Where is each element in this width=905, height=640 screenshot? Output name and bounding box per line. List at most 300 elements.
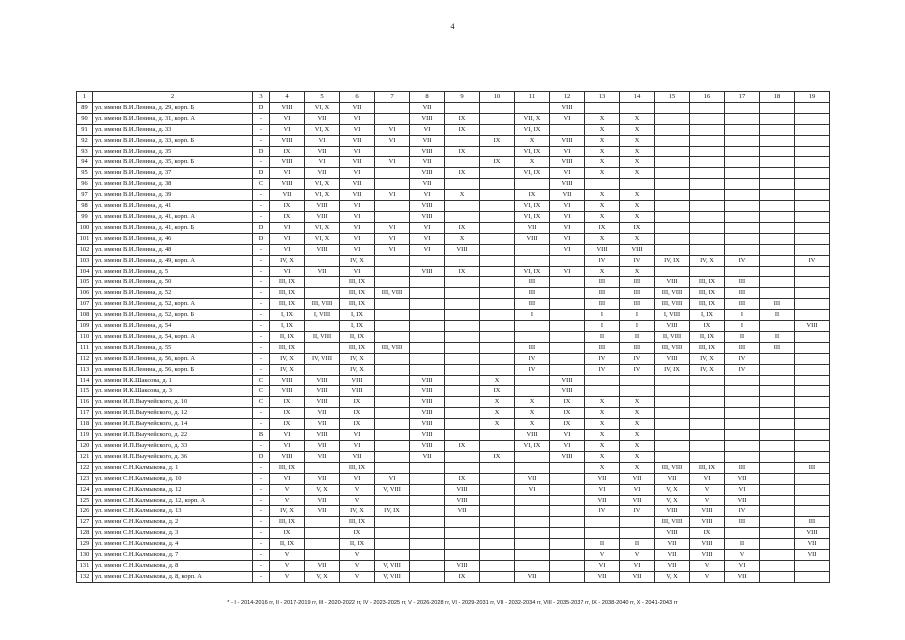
table-cell: VII	[305, 113, 340, 124]
table-cell: VIII	[305, 244, 340, 255]
table-cell	[655, 157, 690, 168]
table-cell: IV, X	[690, 364, 725, 375]
table-cell	[375, 310, 410, 321]
table-cell	[375, 277, 410, 288]
table-cell	[585, 386, 620, 397]
row-number-cell: 98	[77, 201, 93, 212]
table-cell: III, IX	[340, 288, 375, 299]
table-cell: VIII	[270, 386, 305, 397]
table-cell: VII	[270, 190, 305, 201]
table-cell: IX	[620, 222, 655, 233]
table-cell	[445, 408, 480, 419]
row-number-cell: 114	[77, 375, 93, 386]
table-cell	[725, 408, 760, 419]
table-cell	[795, 310, 830, 321]
table-cell	[690, 386, 725, 397]
table-cell	[480, 430, 515, 441]
table-cell: III, IX	[270, 342, 305, 353]
table-cell	[620, 528, 655, 539]
table-cell	[795, 353, 830, 364]
table-cell: X	[620, 419, 655, 430]
table-cell	[795, 571, 830, 582]
table-cell: VI	[550, 266, 585, 277]
table-cell: X	[585, 211, 620, 222]
table-cell	[305, 255, 340, 266]
table-cell: VI	[270, 124, 305, 135]
table-row	[77, 441, 830, 452]
table-cell: VI	[515, 484, 550, 495]
table-cell	[760, 146, 795, 157]
table-cell: V, X	[305, 571, 340, 582]
table-cell: IX	[550, 397, 585, 408]
table-cell: IV, X	[270, 364, 305, 375]
table-cell	[305, 539, 340, 550]
table-cell	[480, 517, 515, 528]
table-cell: V	[270, 484, 305, 495]
table-cell: VI	[550, 168, 585, 179]
table-cell: II, IX	[690, 331, 725, 342]
table-cell	[760, 244, 795, 255]
table-cell: VI	[375, 233, 410, 244]
table-cell: IV	[585, 255, 620, 266]
table-cell: VIII	[410, 113, 445, 124]
table-cell	[655, 266, 690, 277]
table-cell: VI	[410, 124, 445, 135]
table-cell	[480, 179, 515, 190]
table-cell: IV	[585, 364, 620, 375]
address-cell: ул. имени С.Н.Калмыкова, д. 2	[93, 517, 253, 528]
table-cell: III	[795, 517, 830, 528]
table-cell: V, X	[305, 484, 340, 495]
address-cell: ул. имени И.П.Выучейского, д. 12	[93, 408, 253, 419]
table-cell	[480, 331, 515, 342]
table-cell	[655, 113, 690, 124]
table-cell	[480, 364, 515, 375]
table-cell: VIII	[550, 102, 585, 113]
row-number-cell: 130	[77, 550, 93, 561]
table-cell	[795, 506, 830, 517]
table-cell: VII	[305, 266, 340, 277]
table-cell	[725, 201, 760, 212]
table-cell: X	[585, 397, 620, 408]
table-cell: VII	[655, 473, 690, 484]
table-cell	[480, 473, 515, 484]
table-cell: IX	[340, 408, 375, 419]
table-cell: III, IX	[270, 277, 305, 288]
table-cell	[760, 571, 795, 582]
table-cell	[760, 408, 795, 419]
table-cell	[445, 310, 480, 321]
table-cell	[760, 266, 795, 277]
table-cell	[375, 451, 410, 462]
table-row	[77, 201, 830, 212]
table-cell: IV	[725, 353, 760, 364]
table-cell: III	[795, 462, 830, 473]
table-cell	[795, 113, 830, 124]
table-cell	[480, 266, 515, 277]
table-cell	[550, 462, 585, 473]
table-cell: III	[725, 299, 760, 310]
table-cell: V	[270, 560, 305, 571]
row-number-cell: 121	[77, 451, 93, 462]
table-cell: X	[445, 233, 480, 244]
table-cell: IV, X	[340, 364, 375, 375]
row-number-cell: 112	[77, 353, 93, 364]
table-cell	[690, 190, 725, 201]
table-cell: VII	[305, 495, 340, 506]
table-cell: -	[253, 560, 270, 571]
table-cell: VII	[410, 102, 445, 113]
table-cell	[795, 277, 830, 288]
table-cell	[725, 113, 760, 124]
table-cell	[480, 299, 515, 310]
table-cell: VIII	[655, 277, 690, 288]
table-row	[77, 299, 830, 310]
table-cell	[515, 179, 550, 190]
table-cell: VII	[445, 506, 480, 517]
table-cell	[760, 430, 795, 441]
table-cell	[410, 528, 445, 539]
address-cell: ул. имени И.П.Выучейского, д. 22	[93, 430, 253, 441]
table-cell: V	[585, 550, 620, 561]
table-cell: VI, X	[305, 222, 340, 233]
table-cell: X	[585, 168, 620, 179]
table-cell: X	[515, 408, 550, 419]
table-cell: III, IX	[690, 288, 725, 299]
header-cell: 4	[270, 92, 305, 103]
table-cell: C	[253, 386, 270, 397]
table-cell	[760, 375, 795, 386]
table-cell	[445, 277, 480, 288]
table-cell	[795, 342, 830, 353]
table-cell	[515, 386, 550, 397]
table-cell: -	[253, 321, 270, 332]
table-cell: VIII	[550, 375, 585, 386]
header-cell: 1	[77, 92, 93, 103]
table-cell	[375, 266, 410, 277]
table-cell: -	[253, 244, 270, 255]
table-cell: IV, IX	[655, 255, 690, 266]
header-cell: 18	[760, 92, 795, 103]
table-row	[77, 484, 830, 495]
table-cell	[550, 124, 585, 135]
table-cell: VIII	[270, 157, 305, 168]
table-cell: VI, X	[305, 179, 340, 190]
table-cell: VII	[305, 419, 340, 430]
table-cell	[410, 310, 445, 321]
address-cell: ул. имени И.П.Выучейского, д. 36	[93, 451, 253, 462]
table-row	[77, 190, 830, 201]
table-cell: V	[725, 550, 760, 561]
table-cell	[480, 571, 515, 582]
table-cell	[690, 168, 725, 179]
table-cell	[375, 375, 410, 386]
table-cell: I	[620, 321, 655, 332]
table-cell: V	[690, 484, 725, 495]
table-cell: VII	[410, 451, 445, 462]
table-cell	[760, 168, 795, 179]
row-number-cell: 120	[77, 441, 93, 452]
table-cell: VI	[375, 190, 410, 201]
table-cell	[410, 473, 445, 484]
table-cell: VIII	[550, 179, 585, 190]
table-row	[77, 495, 830, 506]
table-cell: IX	[445, 571, 480, 582]
address-cell: ул. имени В.И.Ленина, д. 41, корп. А	[93, 211, 253, 222]
table-cell: III, VIII	[655, 462, 690, 473]
table-cell: VII	[585, 571, 620, 582]
table-cell	[480, 233, 515, 244]
table-cell: X	[585, 135, 620, 146]
table-row	[77, 571, 830, 582]
table-cell	[550, 342, 585, 353]
table-cell: I, IX	[270, 321, 305, 332]
table-cell: -	[253, 211, 270, 222]
table-cell	[375, 397, 410, 408]
table-cell: VI, IX	[515, 266, 550, 277]
table-cell: VIII	[270, 451, 305, 462]
table-cell: IX	[270, 528, 305, 539]
table-cell	[655, 201, 690, 212]
table-cell: X	[585, 113, 620, 124]
table-cell	[690, 441, 725, 452]
table-header	[77, 92, 830, 103]
table-cell: VI, X	[305, 102, 340, 113]
table-cell: VII	[340, 102, 375, 113]
table-cell	[305, 550, 340, 561]
table-cell: III	[760, 299, 795, 310]
table-cell: II	[585, 539, 620, 550]
table-cell: III	[725, 288, 760, 299]
address-cell: ул. имени В.И.Ленина, д. 54, корп. А	[93, 331, 253, 342]
address-cell: ул. имени В.И.Ленина, д. 55	[93, 342, 253, 353]
table-cell: IV	[620, 353, 655, 364]
table-cell: III	[725, 517, 760, 528]
table-cell: V	[340, 484, 375, 495]
table-cell	[480, 288, 515, 299]
table-cell	[515, 321, 550, 332]
table-cell: VIII	[690, 539, 725, 550]
table-cell	[375, 462, 410, 473]
table-cell	[445, 211, 480, 222]
table-cell: VI	[410, 222, 445, 233]
table-row	[77, 539, 830, 550]
table-cell: VIII	[410, 211, 445, 222]
table-cell: IX	[270, 419, 305, 430]
table-cell	[375, 331, 410, 342]
table-cell: IV	[725, 364, 760, 375]
table-cell	[690, 124, 725, 135]
table-row	[77, 277, 830, 288]
table-cell: X	[445, 190, 480, 201]
table-row	[77, 375, 830, 386]
table-cell: IX	[445, 168, 480, 179]
table-row	[77, 473, 830, 484]
table-cell: VI	[340, 146, 375, 157]
row-number-cell: 96	[77, 179, 93, 190]
table-cell	[620, 375, 655, 386]
table-cell	[480, 550, 515, 561]
table-cell: VII	[305, 560, 340, 571]
table-cell	[690, 375, 725, 386]
table-cell: I, IX	[270, 310, 305, 321]
table-cell	[655, 375, 690, 386]
row-number-cell: 99	[77, 211, 93, 222]
table-cell: III	[725, 462, 760, 473]
table-cell: III, IX	[340, 299, 375, 310]
table-cell	[515, 560, 550, 571]
table-cell: C	[253, 179, 270, 190]
header-cell: 2	[93, 92, 253, 103]
table-cell: II	[760, 310, 795, 321]
table-cell: X	[585, 266, 620, 277]
table-cell: -	[253, 419, 270, 430]
row-number-cell: 100	[77, 222, 93, 233]
table-cell: VII	[585, 473, 620, 484]
table-cell: IV	[585, 353, 620, 364]
table-cell: III, IX	[270, 462, 305, 473]
table-cell	[550, 364, 585, 375]
table-cell: III, VIII	[655, 517, 690, 528]
address-cell: ул. имени В.И.Ленина, д. 38	[93, 179, 253, 190]
table-cell: III	[725, 342, 760, 353]
header-cell: 14	[620, 92, 655, 103]
table-cell: VIII	[620, 244, 655, 255]
table-cell: X	[620, 135, 655, 146]
table-cell: VI	[270, 266, 305, 277]
table-cell	[480, 495, 515, 506]
table-cell	[445, 299, 480, 310]
table-cell: III, IX	[270, 299, 305, 310]
table-cell: V	[270, 495, 305, 506]
table-cell	[410, 299, 445, 310]
table-cell: X	[480, 397, 515, 408]
row-number-cell: 122	[77, 462, 93, 473]
table-cell: V	[270, 550, 305, 561]
table-cell: VI	[375, 124, 410, 135]
table-cell: IX	[515, 190, 550, 201]
address-cell: ул. имени В.И.Ленина, д. 48	[93, 244, 253, 255]
table-cell	[410, 506, 445, 517]
row-number-cell: 105	[77, 277, 93, 288]
table-cell	[445, 419, 480, 430]
table-cell: IX	[270, 211, 305, 222]
table-cell: VIII	[410, 419, 445, 430]
table-cell: III	[515, 342, 550, 353]
table-cell: IX	[480, 386, 515, 397]
table-cell	[305, 528, 340, 539]
table-cell: VI, IX	[515, 168, 550, 179]
table-cell: VIII	[655, 528, 690, 539]
address-cell: ул. имени В.И.Ленина, д. 5	[93, 266, 253, 277]
table-cell	[515, 528, 550, 539]
table-cell: X	[620, 168, 655, 179]
table-cell: X	[620, 266, 655, 277]
table-cell: D	[253, 168, 270, 179]
table-cell	[795, 266, 830, 277]
table-cell: VII, X	[515, 113, 550, 124]
table-cell	[480, 168, 515, 179]
table-cell: -	[253, 539, 270, 550]
address-cell: ул. имени С.Н.Калмыкова, д. 13	[93, 506, 253, 517]
table-cell	[410, 364, 445, 375]
table-cell	[795, 473, 830, 484]
table-cell: VII	[305, 506, 340, 517]
table-cell: VII	[725, 473, 760, 484]
address-cell: ул. имени В.И.Ленина, д. 35	[93, 146, 253, 157]
table-cell: IV, IX	[375, 506, 410, 517]
table-cell: VII	[305, 473, 340, 484]
table-cell	[410, 255, 445, 266]
table-cell	[760, 386, 795, 397]
table-cell	[375, 517, 410, 528]
table-cell: X	[620, 233, 655, 244]
table-cell	[480, 353, 515, 364]
table-cell: D	[253, 146, 270, 157]
table-cell	[550, 550, 585, 561]
header-cell: 3	[253, 92, 270, 103]
table-cell	[375, 495, 410, 506]
table-cell: II, IX	[340, 331, 375, 342]
table-cell	[515, 550, 550, 561]
address-cell: ул. имени В.И.Ленина, д. 39	[93, 190, 253, 201]
table-cell: X	[585, 430, 620, 441]
table-cell	[725, 124, 760, 135]
table-cell: VII	[515, 473, 550, 484]
table-cell	[795, 419, 830, 430]
table-cell	[410, 560, 445, 571]
table-cell: V	[690, 571, 725, 582]
table-cell: VIII	[270, 102, 305, 113]
table-cell: V	[270, 571, 305, 582]
table-cell: VI	[270, 441, 305, 452]
table-cell	[760, 157, 795, 168]
table-cell	[550, 506, 585, 517]
table-cell: X	[620, 408, 655, 419]
table-cell: IX	[480, 451, 515, 462]
table-cell	[795, 201, 830, 212]
table-cell: VI, IX	[515, 211, 550, 222]
table-cell: VI	[375, 157, 410, 168]
table-cell	[760, 441, 795, 452]
table-cell: VII	[725, 495, 760, 506]
table-cell	[725, 211, 760, 222]
table-row	[77, 397, 830, 408]
table-cell: V	[620, 550, 655, 561]
table-cell: VIII	[655, 506, 690, 517]
table-cell: I	[585, 310, 620, 321]
table-cell	[375, 364, 410, 375]
table-cell	[445, 342, 480, 353]
table-row	[77, 364, 830, 375]
table-cell: VII	[620, 571, 655, 582]
table-cell	[795, 375, 830, 386]
table-cell: VIII	[410, 201, 445, 212]
table-cell	[410, 539, 445, 550]
table-cell: III	[515, 277, 550, 288]
table-cell: VIII	[305, 375, 340, 386]
table-cell: X	[585, 462, 620, 473]
table-cell: IX	[270, 146, 305, 157]
table-cell	[690, 146, 725, 157]
table-cell	[760, 560, 795, 571]
table-cell: I, IX	[340, 310, 375, 321]
table-cell: I	[620, 310, 655, 321]
header-cell: 12	[550, 92, 585, 103]
table-cell	[480, 244, 515, 255]
table-cell: VI	[620, 484, 655, 495]
table-cell: -	[253, 571, 270, 582]
